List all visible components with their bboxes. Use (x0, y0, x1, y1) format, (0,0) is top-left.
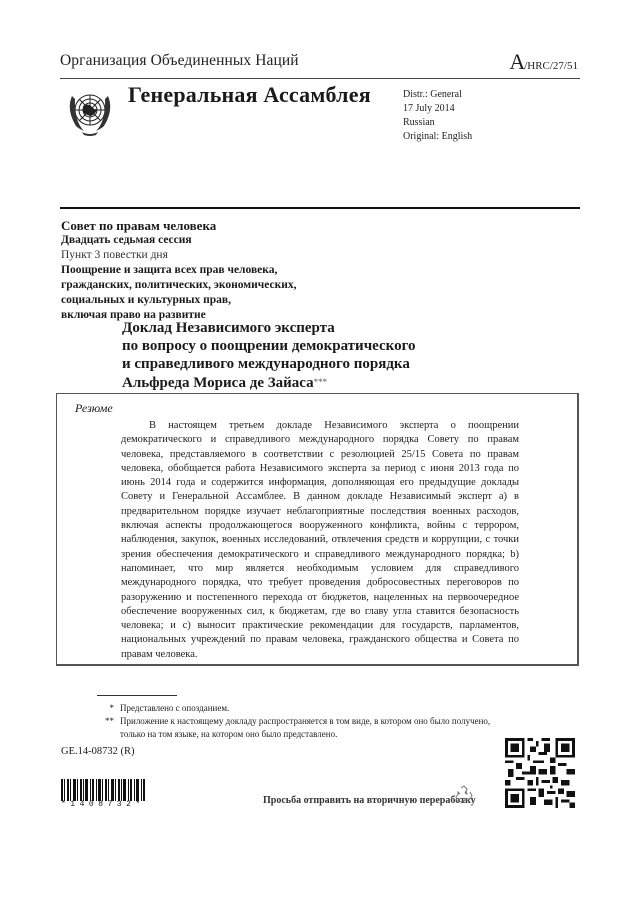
summary-text (121, 419, 519, 662)
agenda-title-line: социальных и культурных прав, (61, 294, 231, 306)
document-symbol (509, 49, 578, 75)
summary-label: Резюме (75, 401, 113, 415)
author-name: Альфреда Мориса де Зайаса (122, 375, 314, 391)
header-rule (60, 78, 580, 79)
original-language-line: Original: English (403, 131, 473, 142)
section-rule (60, 207, 580, 209)
footnote-mark: ** (105, 716, 114, 726)
footnote (97, 715, 517, 741)
organization-name: Организация Объединенных Наций (60, 52, 299, 69)
symbol-prefix: A (509, 49, 525, 74)
agenda-title-line: включая право на развитие (61, 309, 206, 321)
footnote-rule (97, 695, 177, 696)
barcode-number: *1408732* (61, 800, 145, 809)
footnote-text: Приложение к настоящему докладу распространяется в том виде, в котором оно было получено, только на том языке, на котором оно было представлено. (120, 716, 491, 739)
council-block (61, 218, 296, 323)
report-title (122, 319, 416, 392)
agenda-item: Пункт 3 повестки дня (61, 249, 168, 261)
agenda-title-line: Поощрение и защита всех прав человека, (61, 264, 278, 276)
un-emblem-icon (62, 84, 118, 140)
body-title: Генеральная Ассамблея (128, 82, 371, 107)
qr-code-icon (505, 738, 575, 808)
agenda-title-line: гражданских, политических, экономических, (61, 279, 297, 291)
report-title-line (122, 373, 416, 392)
council-name: Совет по правам человека (61, 218, 217, 233)
summary-paragraph: В настоящем третьем докладе Независимого эксперта о поощрении демократического и справедливого международного порядка Совету по правам человека, представляемого в соответствии с резолюцией 25/15 Совета по правам человека, обобщается работа Независимого эксперта за период с июня 2013 года по июнь 2014 года и содержится информация, дополняющая его предыдущие доклады Совету и Генеральной Ассамблее. В данном докладе Независимый эксперт a) в предварительном порядке изучает неблагоприятные последствия военных расходов, включая аспекты продолжающегося вооруженного конфликта, войны с террором, наблюдения, закупок, военных исследований, отвлечения средств и коррупции, с точки зрения обеспечения демократического и справедливого международного порядка; b) напоминает, что мир является необходимым условием для справедливого международного порядка, что требует проведения добросовестных переговоров по разоружению и постепенного перехода от бюджетов, нацеленных на первоочередное обеспечение вооруженных сил, к бюджетам, где во главу угла ставится безопасность человека; и c) выносит практические рекомендации для государств, парламентов, национальных учреждений по правам человека, гражданского общества и Совета по правам человека. (121, 420, 519, 660)
job-number: GE.14-08732 (R) (61, 746, 135, 757)
report-title-line: и справедливого международного порядка (122, 356, 410, 372)
footnotes (97, 702, 517, 741)
recycle-icon (453, 784, 475, 806)
distr-line: Distr.: General (403, 89, 462, 100)
recycle-notice: Просьба отправить на вторичную переработку (263, 795, 476, 806)
distribution-block (403, 88, 472, 144)
barcode-icon (61, 779, 146, 801)
report-title-line: Доклад Независимого эксперта (122, 320, 335, 336)
footnote-marks: *** (313, 377, 328, 387)
footnote-text: Представлено с опозданием. (120, 703, 230, 713)
language-line: Russian (403, 117, 435, 128)
footnote (97, 702, 517, 715)
report-title-line: по вопросу о поощрении демократического (122, 338, 416, 354)
session: Двадцать седьмая сессия (61, 234, 192, 246)
date-line: 17 July 2014 (403, 103, 455, 114)
footnote-mark: * (109, 703, 114, 713)
symbol-code: /HRC/27/51 (524, 60, 578, 72)
